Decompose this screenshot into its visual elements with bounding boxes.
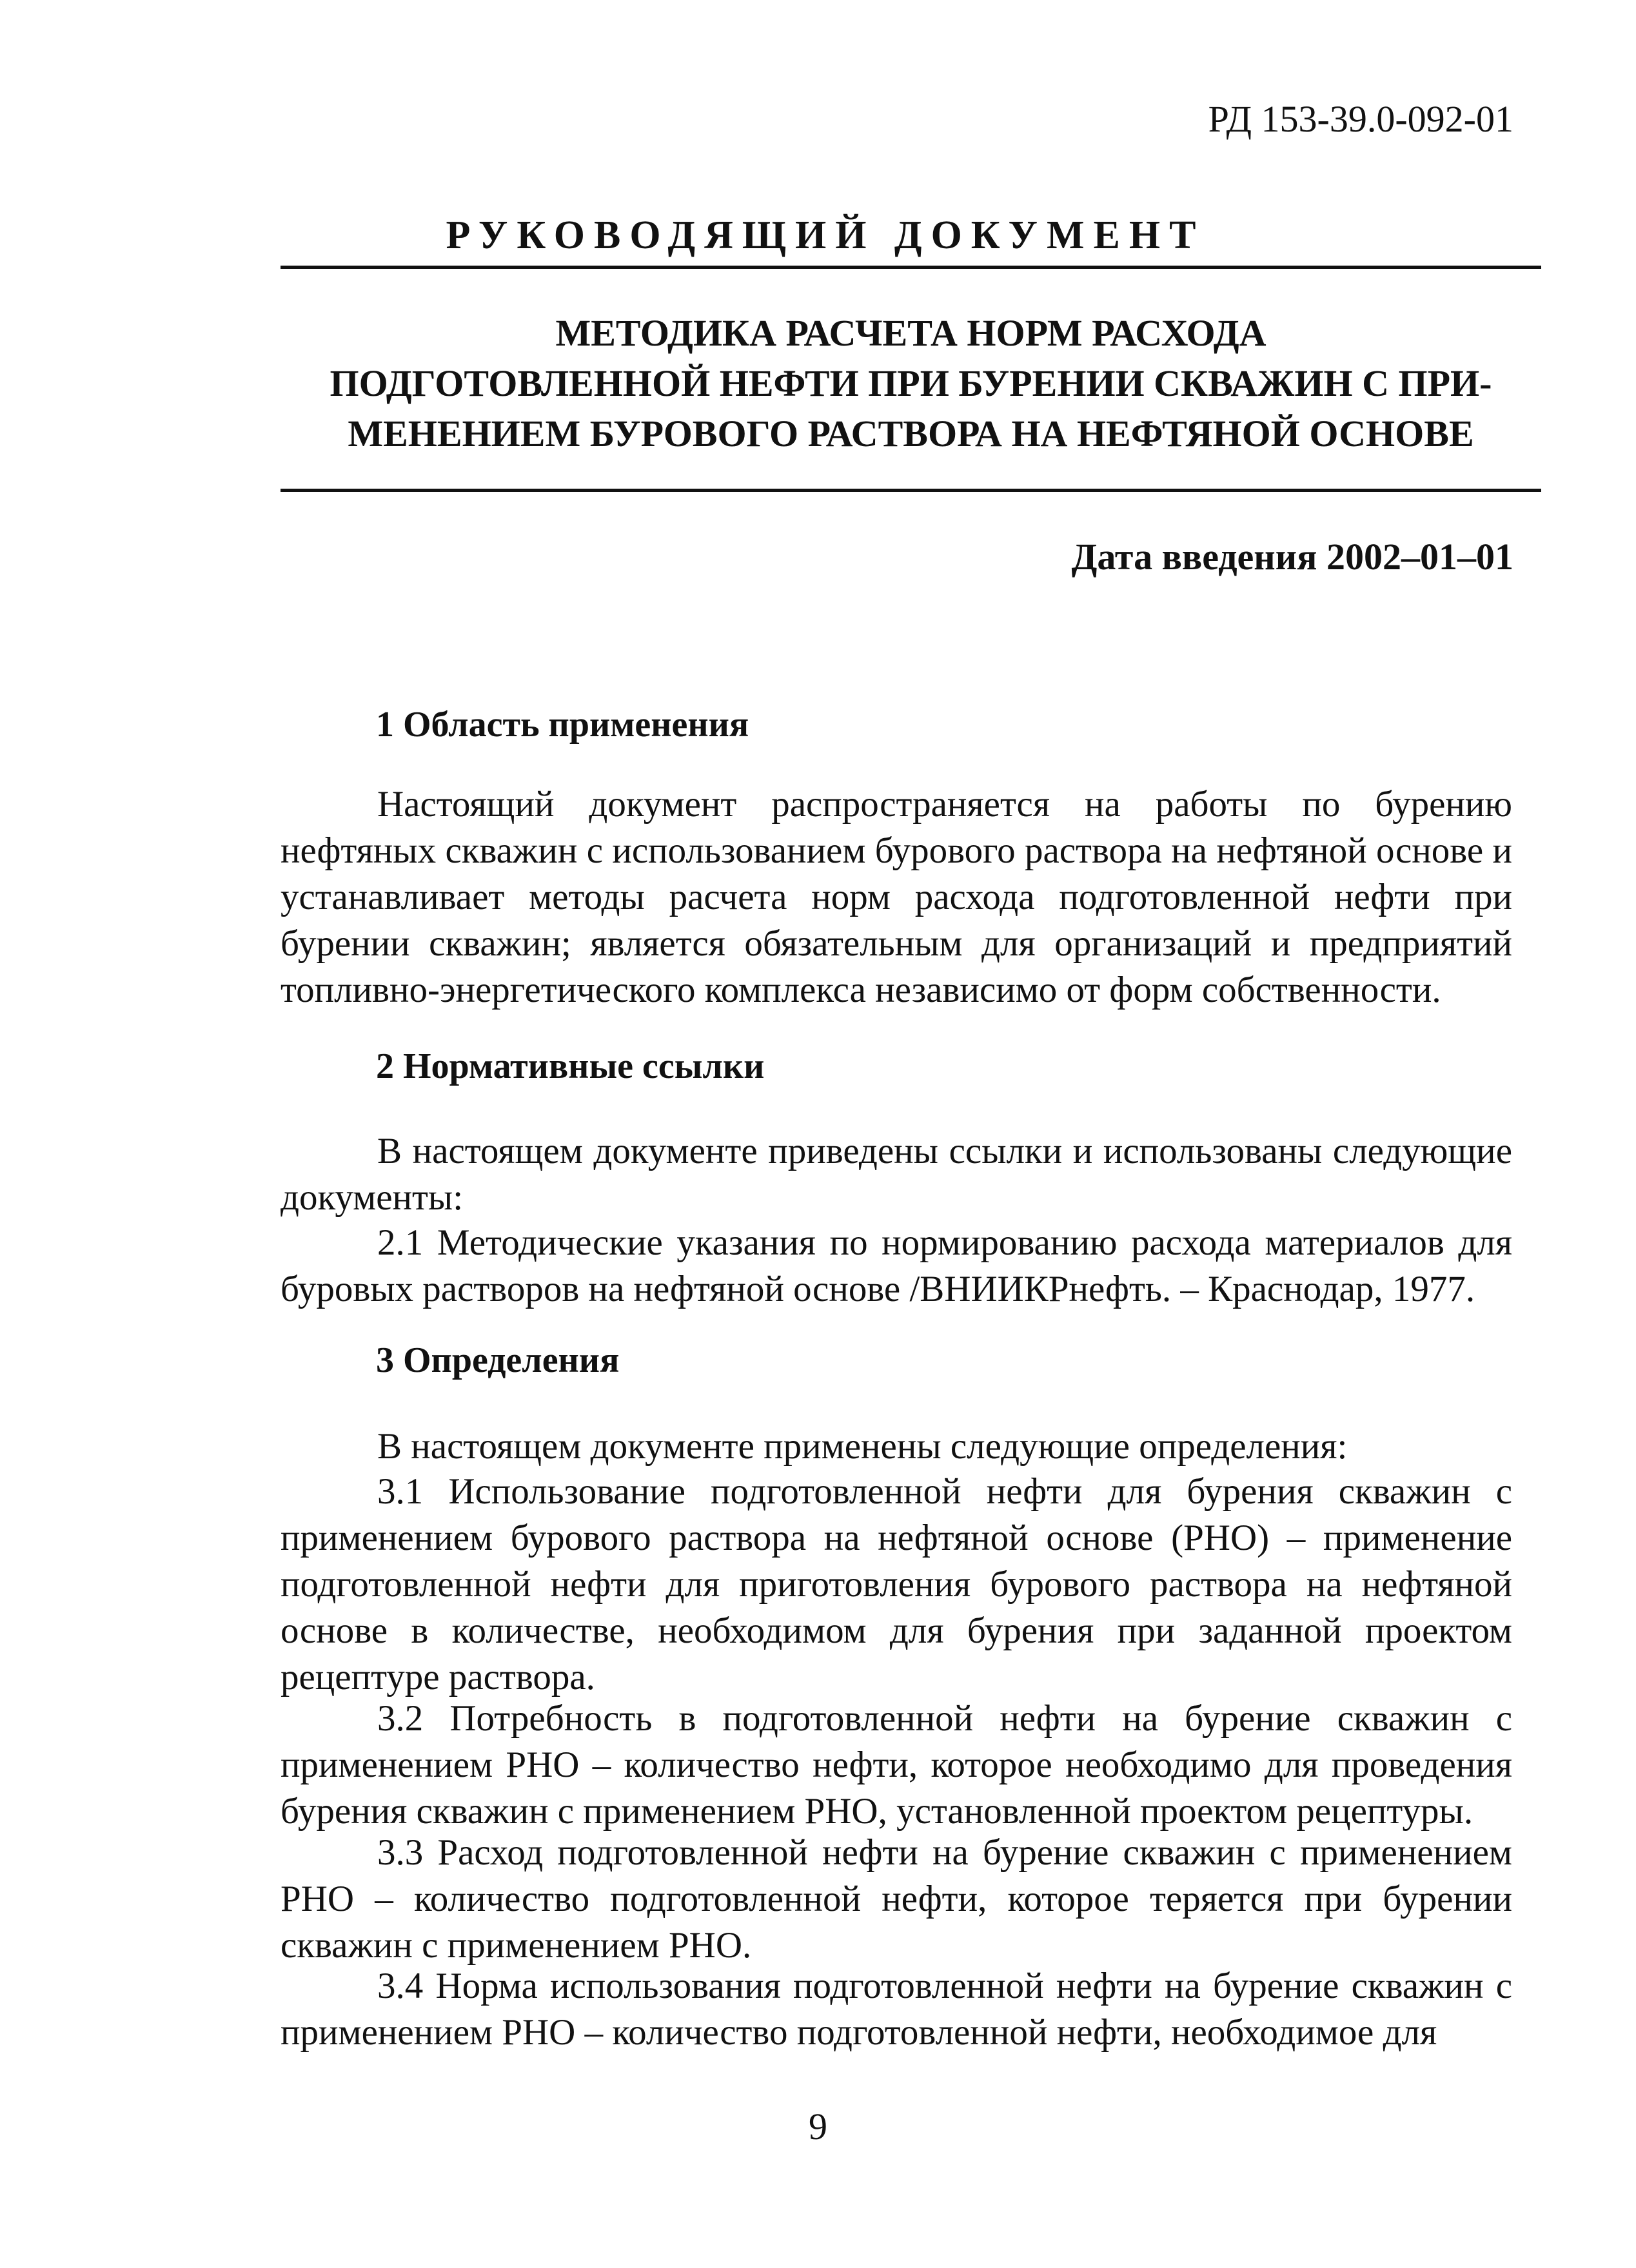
section-heading-scope: 1 Область применения <box>376 705 749 745</box>
title-line: МЕТОДИКА РАСЧЕТА НОРМ РАСХОДА <box>555 312 1266 354</box>
section-heading-references: 2 Нормативные ссылки <box>376 1046 765 1086</box>
scope-paragraph: Настоящий документ распространяется на работы по бурению нефтяных скважин с использованием бурового раствора на нефтяной основе и устанавливает методы расчета норм расхода подготовленной нефти при бурении скважин; является обязательным для организаций и предприятий топливно-энергетического комплекса независимо от форм собственности. <box>281 784 1512 1010</box>
definition-item: 3.3 Расход подготовленной нефти на бурение скважин с применением РНО – количество подготовленной нефти, которое теряется при бурении скважин с применением РНО. <box>281 1832 1512 1966</box>
definitions-intro: В настоящем документе применены следующие определения: <box>377 1426 1348 1467</box>
references-intro: В настоящем документе приведены ссылки и использованы следующие документы: <box>281 1131 1512 1218</box>
introduction-date: Дата введения 2002–01–01 <box>1071 536 1513 578</box>
definition-item: 3.4 Норма использования подготовленной нефти на бурение скважин с применением РНО – количество подготовленной нефти, необходимое для <box>281 1966 1512 2053</box>
definition-item: 3.1 Использование подготовленной нефти для бурения скважин с применением бурового раствора на нефтяной основе (РНО) – применение подготовленной нефти для приготовления бурового раствора на нефтяной основе в количестве, необходимом для бурения при заданной проектом рецептуре раствора. <box>281 1471 1512 1697</box>
reference-item: 2.1 Методические указания по нормированию расхода материалов для буровых растворов на нефтяной основе /ВНИИКРнефть. – Краснодар, 1977. <box>281 1222 1512 1309</box>
section-heading-definitions: 3 Определения <box>376 1340 620 1380</box>
definition-item: 3.2 Потребность в подготовленной нефти на бурение скважин с применением РНО – количество нефти, которое необходимо для проведения бурения скважин с применением РНО, установленной проектом рецептуры. <box>281 1698 1512 1832</box>
document-type-heading: РУКОВОДЯЩИЙ ДОКУМЕНТ <box>446 213 1205 257</box>
page-number: 9 <box>809 2106 827 2147</box>
title-line: ПОДГОТОВЛЕННОЙ НЕФТИ ПРИ БУРЕНИИ СКВАЖИН С ПРИ- <box>330 362 1492 404</box>
bottom-divider <box>281 489 1541 492</box>
document-title <box>281 308 1541 459</box>
top-divider <box>281 266 1541 269</box>
document-code: РД 153-39.0-092-01 <box>1208 98 1513 140</box>
title-line: МЕНЕНИЕМ БУРОВОГО РАСТВОРА НА НЕФТЯНОЙ ОСНОВЕ <box>348 413 1474 455</box>
